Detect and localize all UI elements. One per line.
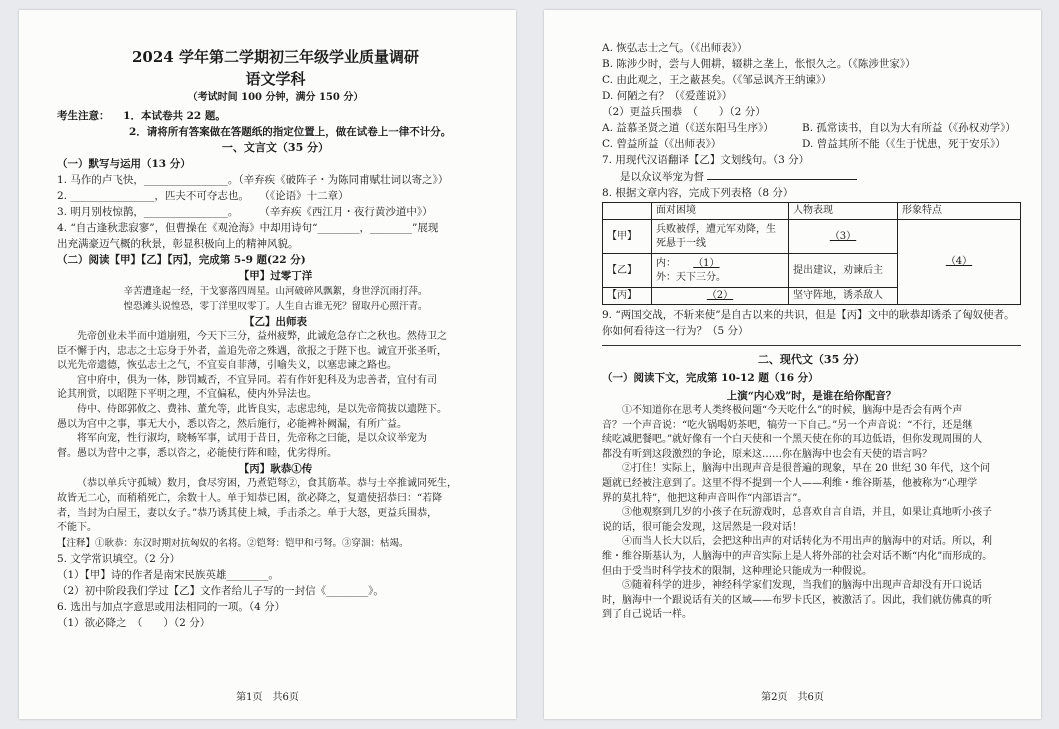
article-p3-line-1: ③他观察到几岁的小孩子在玩游戏时，总喜欢自言自语，并且，如果让真地听小孩子 (622, 507, 992, 519)
question-6-1: （1）欲必降之 （ ）（2 分） (57, 616, 211, 629)
article-p1-line-3: 续吃减肥餐吧。”就好像有一个白天使和一个黑天使在你的耳边低语，但你发现周围的人 (602, 434, 983, 446)
table-blank-3[interactable]: （3） (829, 230, 857, 242)
text-yi-p2-line-1: 宫中府中，俱为一体，陟罚臧否，不宜异同。若有作奸犯科及为忠善者，宜付有司 (77, 374, 437, 386)
table-corner (603, 203, 652, 220)
article-p5-line-2: 时，脑海中一个跟说话有关的区域——布罗卡氏区，被激活了。因此，我们就仿佛真的听 (602, 594, 992, 606)
text-bing-line-4: 不能下。 (57, 522, 97, 534)
question-7-sentence: 是以众议举宠为督 (620, 171, 704, 183)
text-bing-title: 【丙】耿恭①传 (238, 463, 313, 476)
part-1-modern-heading: （一）阅读下文，完成第 10-12 题（16 分） (602, 372, 819, 384)
table-blank-4[interactable]: （4） (945, 256, 973, 267)
poem-jia-line-2: 惶恐滩头说惶恐，零丁洋里叹零丁。人生自古谁无死？留取丹心照汗青。 (123, 301, 428, 312)
table-row-bing-behavior: 坚守阵地，诱杀敌人 (789, 288, 898, 305)
question-2: 2. ________________，匹夫不可夺志也。 （《论语》十二章） (57, 190, 349, 202)
text-yi-p3-line-1: 侍中、侍郎郭攸之、费祎、董允等，此皆良实，志虑忠纯，是以先帝简拔以遗陛下。 (77, 403, 447, 415)
q6-2-option-c: C. 曾益所益（《出师表》） (602, 138, 722, 150)
text-bing-line-1: （恭以单兵守孤城）数月，食尽穷困，乃煮铠弩②，食其筋革。恭与士卒推诚同死生， (77, 478, 457, 490)
table-header-context: 面对困境 (652, 203, 789, 220)
question-5-2: （2）初中阶段我们学过【乙】文作者给儿子写的一封信《________》。 (57, 584, 384, 597)
text-yi-p2-line-2: 论其刑赏，以昭陛下平明之理，不宜偏私，使内外异法也。 (57, 389, 317, 401)
part-2-heading: （二）阅读【甲】【乙】【丙】，完成第 5-9 题(22 分) (57, 254, 306, 266)
poem-jia-title: 【甲】过零丁洋 (238, 270, 313, 282)
page-2-footer: 第2页 共6页 (761, 692, 824, 703)
notice-2: 2．请将所有答案做在答题纸的指定位置上，做在试卷上一律不计分。 (129, 126, 452, 138)
article-p4-line-1: ④而当人长大以后，会把这种出声的对话转化为不用出声的脑海中的对话。所以，利 (622, 536, 992, 548)
question-1: 1. 马作的卢飞快，________________。（辛弃疾《破阵子・为陈同甫赋壮词以寄之》） (57, 174, 449, 186)
character-table (602, 202, 1021, 305)
poem-jia-line-1: 辛苦遭逢起一经，干戈寥落四周星。山河破碎风飘絮，身世浮沉雨打萍。 (123, 286, 428, 297)
exam-subject: 语文学科 (245, 70, 306, 88)
text-bing-line-2: 故皆无二心，而稍稍死亡，余数十人。单于知恭已困，欲必降之，复遣使招恭曰：“若降 (57, 492, 443, 504)
question-4-line-1: 4. “自古逢秋悲寂寥”，但曹操在《观沧海》中却用诗句“________，________”展现 (57, 222, 439, 234)
question-4-line-2: 出充满豪迈气概的秋景，彰显积极向上的精神风貌。 (57, 238, 299, 250)
text-yi-p4-line-1: 将军向宠，性行淑均，晓畅军事，试用于昔日，先帝称之曰能，是以众议举宠为 (77, 433, 427, 445)
text-yi-p3-line-2: 愚以为宫中之事，事无大小，悉以咨之，然后施行，必能裨补阙漏，有所广益。 (57, 418, 407, 430)
page-1-footer: 第1页 共6页 (236, 692, 299, 703)
text-yi-p4-line-2: 督。愚以为营中之事，悉以咨之，必能使行阵和睦，优劣得所。 (57, 447, 337, 459)
article-p2-line-3: 界的莫扎特”，他把这种声音叫作“内部语言”。 (602, 492, 808, 504)
q6-2-option-d: D. 曾益其所不能（《生于忧患，死于安乐》） (802, 138, 1006, 150)
option-c: C. 由此观之，王之蔽甚矣。（《邹忌讽齐王纳谏》） (602, 74, 832, 86)
text-bing-line-3: 者，当封为白屋王，妻以女子。”恭乃诱其使上城，手击杀之。单于大怒，更益兵围恭， (57, 507, 438, 519)
text-yi-p1-line-3: 以光先帝遗德，恢弘志士之气，不宜妄自菲薄，引喻失义，以塞忠谏之路也。 (57, 360, 397, 372)
question-7: 7. 用现代汉语翻译【乙】文划线句。（3 分） (602, 154, 810, 166)
option-d: D. 何陋之有？（《爱莲说》） (602, 90, 733, 102)
table-row-jia-label: 【甲】 (603, 220, 652, 254)
text-yi-title: 【乙】出师表 (244, 316, 307, 328)
table-blank-2[interactable]: （2） (706, 290, 734, 301)
table-row-yi-behavior: 提出建议，劝谏后主 (789, 254, 898, 288)
question-3: 3. 明月别枝惊鹊，________________。 （辛弃疾《西江月・夜行黄沙道中》） (57, 206, 433, 218)
section-1-heading: 一、文言文（35 分） (221, 141, 330, 154)
text-yi-p1-line-1: 先帝创业未半而中道崩殂，今天下三分，益州疲弊，此诚危急存亡之秋也。然侍卫之 (77, 331, 447, 342)
question-9-line-2: 你如何看待这一行为？（5 分） (602, 325, 749, 337)
exam-info: （考试时间 100 分钟，满分 150 分） (187, 92, 364, 103)
article-title: 上演“内心戏”时，是谁在给你配音？ (726, 390, 897, 402)
article-p2-line-1: ②打住！实际上，脑海中出现声音是很普遍的现象，早在 20 世纪 30 年代，这个问 (622, 463, 991, 475)
table-row-jia-context: 兵败被俘，遭元军劝降，生死悬于一线 (652, 220, 789, 254)
table-blank-1[interactable]: （1） (693, 257, 720, 269)
article-p4-line-3: 但由于受当时科学技术的限制，这种理论只能成为一种假说。 (602, 565, 872, 577)
option-a: A. 恢弘志士之气。（《出师表》） (602, 42, 748, 54)
table-header-behavior: 人物表现 (789, 203, 898, 220)
table-row-yi-label: 【乙】 (603, 254, 652, 288)
article-p4-line-2: 维・维谷斯基认为，人脑海中的声音实际上是人将外部的社会对话不断“内化”而形成的。 (602, 550, 993, 562)
part-1-heading: （一）默写与运用（13 分） (57, 158, 191, 170)
question-6-2: （2）更益兵围恭 （ ）（2 分） (602, 106, 766, 118)
option-b: B. 陈涉少时，尝与人佣耕，辍耕之垄上，怅恨久之。（《陈涉世家》） (602, 58, 916, 70)
question-8: 8. 根据文章内容，完成下列表格（8 分） (602, 187, 794, 199)
notice-label: 考生注意： (57, 110, 110, 122)
article-p1-line-4: 都没有听到这段激烈的争论，原来这……你在脑海中也会有天使的语言吗？ (602, 448, 932, 460)
notice-1: 1．本试卷共 22 题。 (123, 110, 226, 122)
table-row-yi-inner-label: 内： (656, 257, 676, 269)
table-header-feature: 形象特点 (898, 203, 1021, 220)
section-2-heading: 二、现代文（35 分） (757, 353, 866, 366)
q6-2-option-b: B. 孤常读书，自以为大有所益（《孙权劝学》） (802, 122, 1016, 134)
article-p1-line-1: ①不知道你在思考人类终极问题“今天吃什么”的时候，脑海中是否会有两个声 (622, 405, 963, 416)
annotation-note: 【注释】①耿恭：东汉时期对抗匈奴的名将。②铠弩：铠甲和弓弩。③穿涸：枯竭。 (57, 537, 409, 549)
table-row-yi-outer: 外：天下三分。 (656, 271, 726, 283)
table-row-bing-label: 【丙】 (603, 288, 652, 305)
question-7-answer-line (707, 168, 857, 180)
article-p3-line-2: 说的话，很可能会发现，这居然是一段对话！ (602, 521, 802, 533)
exam-page-2 (544, 10, 1041, 719)
section-divider (602, 345, 1021, 346)
article-p5-line-3: 到了自己说话一样。 (602, 609, 692, 621)
article-p2-line-2: 题就已经被注意到了。这里不得不提到一个人——利维・维谷斯基，他被称为“心理学 (602, 477, 978, 489)
question-9-line-1: 9. “两国交战，不斩来使”是自古以来的共识，但是【丙】文中的耿恭却诱杀了匈奴使者。 (602, 309, 1015, 321)
exam-page-1 (19, 10, 516, 719)
exam-title: 2024 学年第二学期初三年级学业质量调研 (132, 48, 419, 66)
question-5: 5. 文学常识填空。（2 分） (57, 552, 181, 565)
article-p5-line-1: ⑤随着科学的进步，神经科学家们发现，当我们的脑海中出现声音却没有开口说话 (622, 580, 982, 592)
q6-2-option-a: A. 益慕圣贤之道（《送东阳马生序》） (602, 122, 774, 134)
article-p1-line-2: 音？一个声音说：“吃火锅喝奶茶吧，犒劳一下自己。”另一个声音说：“不行，还是继 (602, 419, 973, 431)
text-yi-p1-line-2: 臣不懈于内，忠志之士忘身于外者，盖追先帝之殊遇，欲报之于陛下也。诚宜开张圣听， (57, 345, 447, 357)
question-5-1: （1）【甲】诗的作者是南宋民族英雄________。 (57, 568, 279, 581)
question-6: 6. 选出与加点字意思或用法相同的一项。（4 分） (57, 600, 286, 613)
